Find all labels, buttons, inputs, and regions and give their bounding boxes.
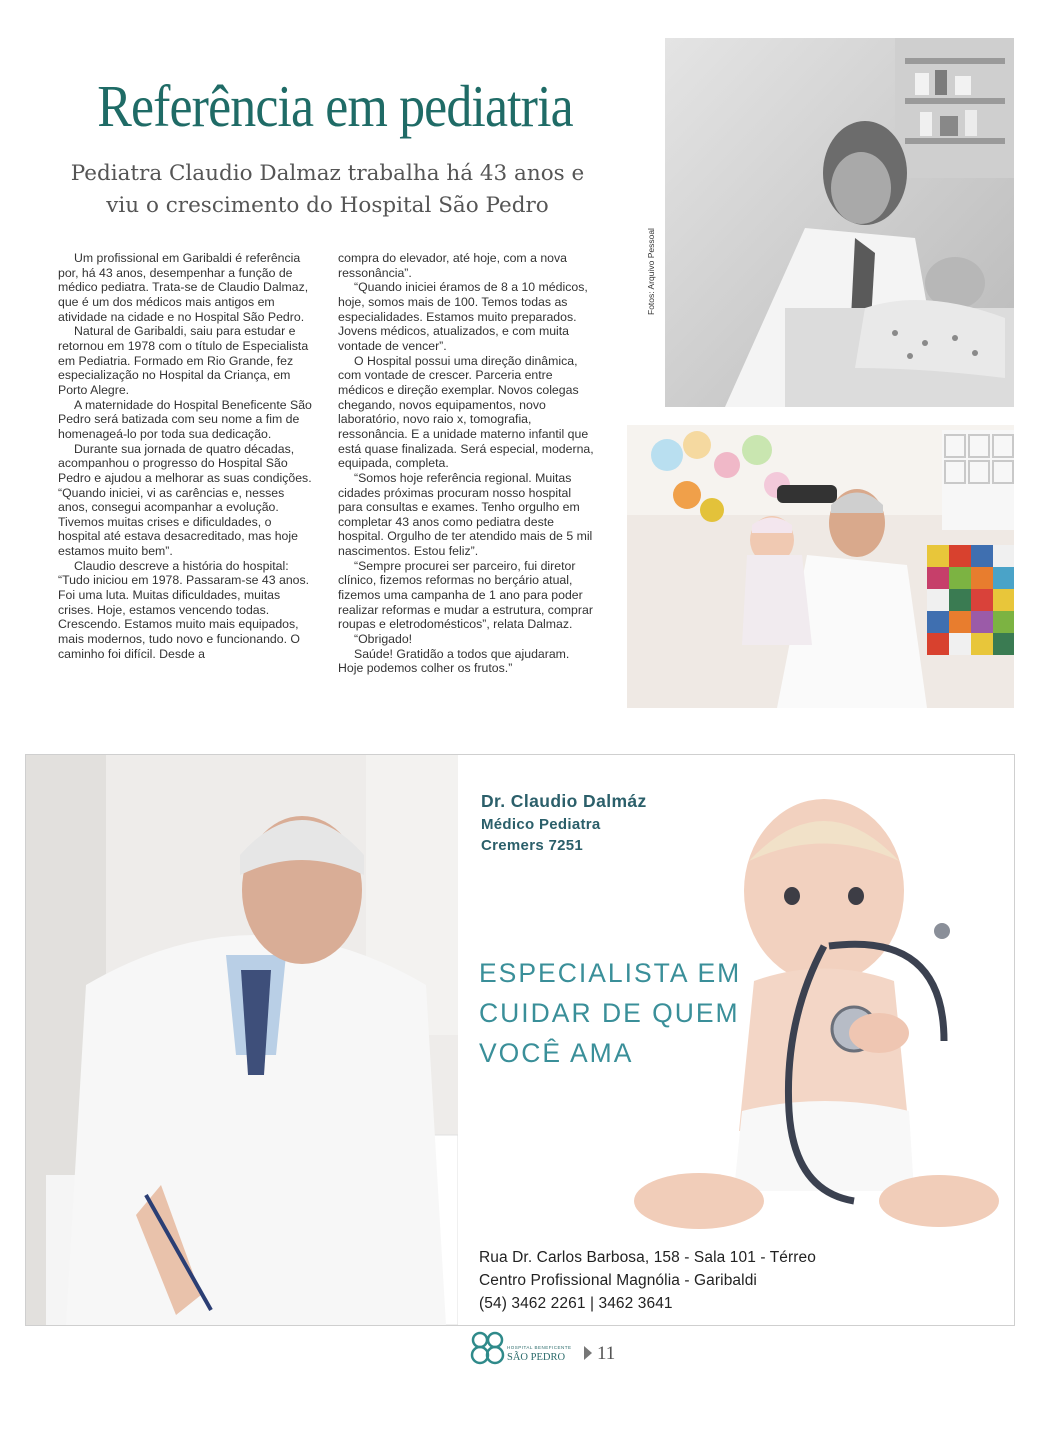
address-line-2: Centro Profissional Magnólia - Garibaldi: [479, 1272, 757, 1289]
paragraph: A maternidade do Hospital Beneficente São Pedro será batizada com seu nome a fim de homenageá-lo por toda sua dedicação.: [58, 397, 312, 441]
article-subtitle: [45, 158, 610, 222]
doctor-registration: Cremers 7251: [481, 837, 584, 854]
paragraph: Saúde! Gratidão a todos que ajudaram. Hoje podemos colher os frutos.”: [338, 646, 570, 676]
subtitle-line-1: Pediatra Claudio Dalmaz trabalha há 43 anos e: [70, 161, 585, 186]
phone-numbers: (54) 3462 2261 | 3462 3641: [479, 1295, 673, 1312]
doctor-role: Médico Pediatra: [481, 816, 601, 833]
photo-doctor-holding-baby: [627, 425, 1014, 708]
doctor-name: Dr. Claudio Dalmáz: [481, 791, 647, 811]
paragraph: Durante sua jornada de quatro décadas, acompanhou o progresso do Hospital São Pedro e ajudou a melhorar as suas condições. “Quando iniciei, vi as carências e, nesses anos, consegui acompanhar a evolução. Tivemos muitas crises e dificuldades, o hospital até estava desacreditado, mas hoje estamos muito bem”.: [58, 441, 312, 559]
slogan-line-3: VOCÊ AMA: [479, 1038, 634, 1068]
paragraph: “Sempre procurei ser parceiro, fui diretor clínico, fizemos reformas no berçário atual, fizemos uma campanha de 1 ano para poder realizar reformas e mudar a estrutura, comprar roupas e eletrodomésticos”, relata Dalmaz.: [338, 558, 593, 632]
address-line-1: Rua Dr. Carlos Barbosa, 158 - Sala 101 - Térreo: [479, 1249, 816, 1266]
slogan-line-1: ESPECIALISTA EM: [479, 958, 742, 988]
photo-credit: Fotos: Arquivo Pessoal: [646, 228, 656, 315]
paragraph: Natural de Garibaldi, saiu para estudar e retornou em 1978 com o título de Especialista em Pediatria. Formado em Rio Grande, fez especialização no Hospital da Criança, em Porto Alegre.: [58, 324, 309, 397]
logo-name: SÃO PEDRO: [507, 1352, 566, 1363]
paragraph: “Quando iniciei éramos de 8 a 10 médicos, hoje, somos mais de 100. Temos todas as especialidades. Estamos muito preparados. Jovens médicos, atualizados, e com muita vontade de vencer”.: [338, 280, 588, 353]
paragraph-continued: compra do elevador, até hoje, com a nova ressonância”.: [338, 251, 567, 280]
paragraph: Um profissional em Garibaldi é referência por, há 43 anos, desempenhar a função de médico pediatra. Trata-se de Claudio Dalmaz, que é um dos médicos mais antigos em atividade na cidade e no Hospital São Pedro.: [58, 251, 309, 324]
archive-photo-doctor-with-baby: [665, 38, 1014, 407]
doctor-advertisement: [25, 754, 1015, 1326]
page-number: 11: [597, 1343, 616, 1364]
article-title: Referência em pediatria: [97, 73, 573, 139]
paragraph: “Somos hoje referência regional. Muitas cidades próximas procuram nosso hospital para consultas e exames. Tenho orgulho em completar 43 anos como pediatra deste hospital. Orgulho de ter atendido mais de 5 mil nascimentos. Estou feliz”.: [338, 470, 593, 559]
ad-slogan: [479, 953, 799, 1073]
paragraph: “Obrigado!: [354, 632, 413, 647]
paragraph: Claudio descreve a história do hospital: “Tudo iniciou em 1978. Passaram-se 43 anos. Foi uma luta. Muitas dificuldades, muitas crises. Hoje, estamos vencendo todas. Crescendo. Estamos muito mais equipados, mais modernos, tudo novo e funcionando. O caminho foi difícil. Desde a: [58, 558, 310, 661]
page-arrow-icon: [584, 1346, 592, 1360]
subtitle-line-2: viu o crescimento do Hospital São Pedro: [106, 193, 549, 218]
article-column-2: [338, 251, 596, 676]
paragraph: O Hospital possui uma direção dinâmica, com vontade de crescer. Parceria entre médicos e direção exemplar. Novos colegas chegando, novos equipamentos, novo laboratório, novo raio x, tomografia, ressonância. E a unidade materno infantil que está quase finalizada. Será especial, moderna, equipada, completa.: [338, 353, 594, 471]
ad-photo-doctor-at-desk: [26, 755, 458, 1325]
logo-subtitle: HOSPITAL BENEFICENTE: [507, 1345, 572, 1350]
article-column-1: [58, 251, 316, 661]
slogan-line-2: CUIDAR DE QUEM: [479, 998, 740, 1028]
hospital-logo-icon: [470, 1330, 580, 1370]
